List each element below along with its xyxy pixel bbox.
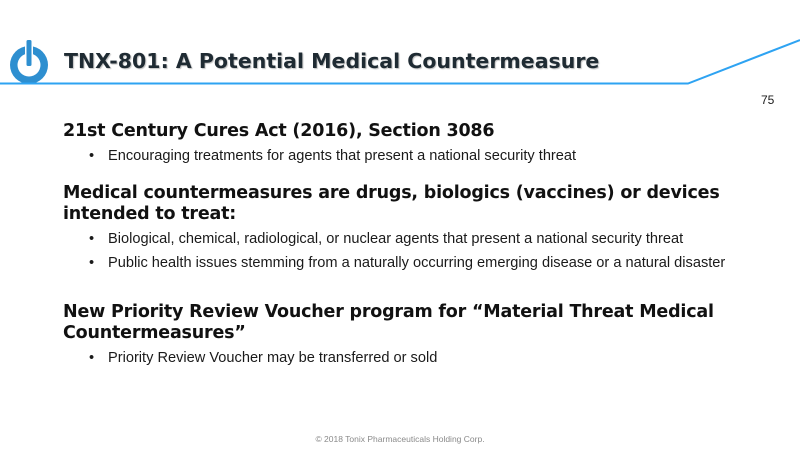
bullet-icon: • — [89, 255, 95, 271]
bullet-text: Biological, chemical, radiological, or nuclear agents that present a national security threat — [108, 231, 684, 247]
slide-title: TNX-801: A Potential Medical Countermeasure — [64, 49, 600, 73]
bullet-list — [63, 147, 763, 165]
section-priority-review — [63, 302, 763, 367]
bullet-icon: • — [89, 350, 95, 366]
bullet-icon: • — [89, 148, 95, 164]
section-heading: Medical countermeasures are drugs, biologics (vaccines) or devices intended to treat: — [63, 183, 720, 224]
section-heading: New Priority Review Voucher program for “Material Threat Medical Countermeasures” — [63, 302, 714, 343]
bullet-list — [63, 349, 763, 367]
bullet-item — [63, 230, 763, 248]
slide-content — [63, 121, 763, 373]
section-cures-act — [63, 121, 763, 165]
page-number: 75 — [761, 93, 775, 107]
section-countermeasures — [63, 183, 763, 272]
bullet-text: Encouraging treatments for agents that present a national security threat — [108, 148, 577, 164]
section-heading: 21st Century Cures Act (2016), Section 3086 — [63, 121, 495, 141]
bullet-item — [63, 147, 763, 165]
bullet-text: Public health issues stemming from a naturally occurring emerging disease or a natural disaster — [108, 255, 726, 271]
bullet-item — [63, 349, 763, 367]
bullet-icon: • — [89, 231, 95, 247]
bullet-list — [63, 230, 763, 272]
bullet-text: Priority Review Voucher may be transferred or sold — [108, 350, 438, 366]
copyright-footer: © 2018 Tonix Pharmaceuticals Holding Corp. — [315, 434, 485, 444]
bullet-item — [63, 254, 763, 272]
